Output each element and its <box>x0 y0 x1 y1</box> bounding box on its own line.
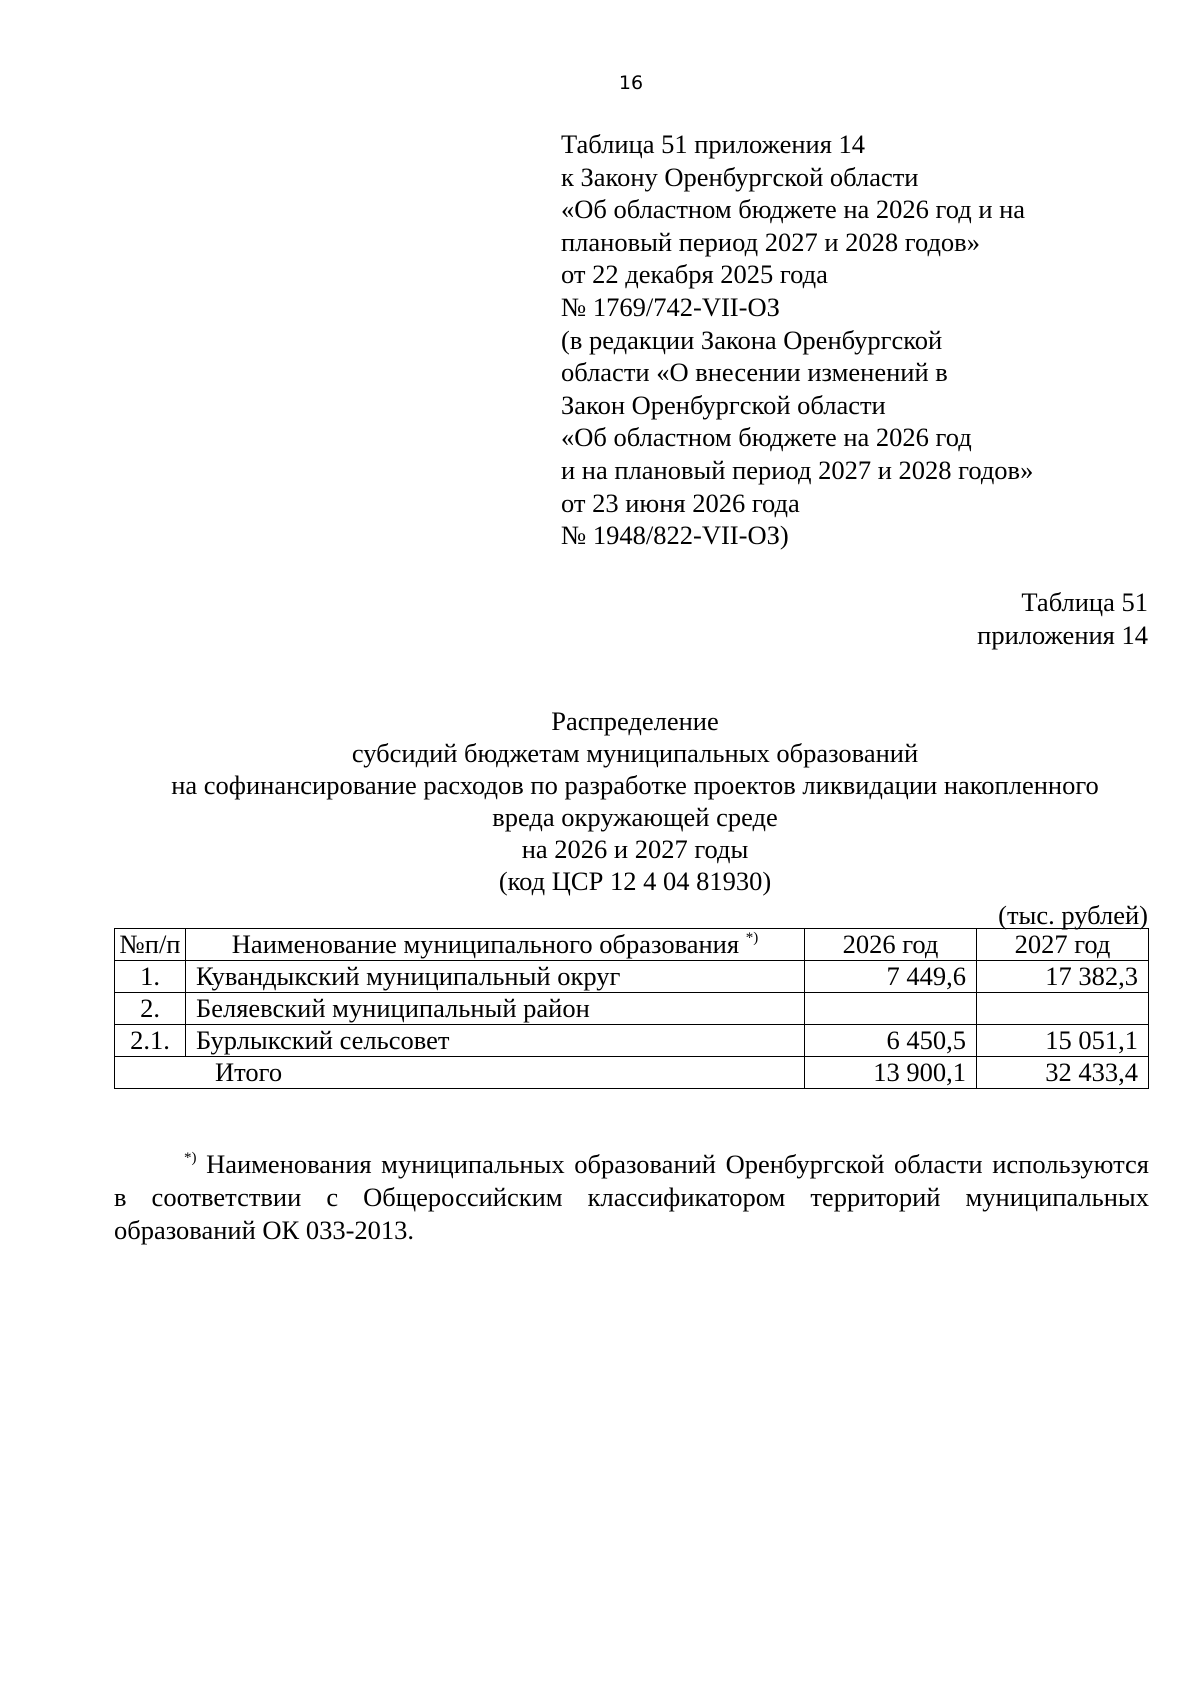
table-ref-line: Таблица 51 <box>1021 587 1148 617</box>
header-line: и на плановый период 2027 и 2028 годов» <box>561 454 1034 485</box>
total-value-2027: 32 433,4 <box>977 1057 1149 1089</box>
title-line: на софинансирование расходов по разработке проектов ликвидации накопленного <box>171 770 1099 800</box>
header-line: Таблица 51 приложения 14 <box>561 129 866 159</box>
header-line: области «О внесении изменений в <box>561 357 948 388</box>
row-value-2026: 6 450,5 <box>805 1025 977 1057</box>
footnote-text: Наименования муниципальных образований Оренбургской области используются в соответствии с Общероссийским классификатором территорий муниципальных образований ОК 033-2013. <box>114 1149 1149 1245</box>
units-label: (тыс. рублей) <box>998 900 1148 930</box>
footnote-marker: *) <box>184 1150 197 1166</box>
table-row <box>115 993 1149 1025</box>
row-value-2026: 7 449,6 <box>805 961 977 993</box>
document-title <box>115 705 1155 897</box>
total-value-2026: 13 900,1 <box>805 1057 977 1089</box>
footnote <box>114 1148 1149 1247</box>
table-ref-line: приложения 14 <box>977 619 1148 650</box>
title-line: вреда окружающей среде <box>492 802 778 832</box>
header-line: № 1769/742-VII-ОЗ <box>561 291 780 322</box>
footnote-ref-mark: *) <box>745 930 759 946</box>
row-value-2027 <box>977 993 1149 1025</box>
title-line: (код ЦСР 12 4 04 81930) <box>498 866 772 896</box>
header-line: № 1948/822-VII-ОЗ) <box>561 520 789 551</box>
table-total-row <box>115 1057 1149 1089</box>
header-line: Закон Оренбургской области <box>561 389 886 420</box>
title-line: субсидий бюджетам муниципальных образований <box>351 738 919 768</box>
header-line: от 22 декабря 2025 года <box>561 259 828 290</box>
row-name: Бурлыкский сельсовет <box>186 1025 805 1057</box>
row-value-2027: 15 051,1 <box>977 1025 1149 1057</box>
header-line: «Об областном бюджете на 2026 год и на <box>561 194 1026 225</box>
row-name: Беляевский муниципальный район <box>186 993 805 1025</box>
header-2026: 2026 год <box>805 929 977 961</box>
header-name <box>186 929 805 961</box>
row-value-2027: 17 382,3 <box>977 961 1149 993</box>
row-value-2026 <box>805 993 977 1025</box>
row-num: 2. <box>115 993 186 1025</box>
header-2027: 2027 год <box>977 929 1149 961</box>
total-label: Итого <box>115 1057 805 1089</box>
header-num: №п/п <box>115 929 186 961</box>
header-name-text: Наименование муниципального образования <box>231 929 740 959</box>
header-line: (в редакции Закона Оренбургской <box>561 324 943 355</box>
subsidy-table <box>114 928 1149 1089</box>
title-line: Распределение <box>551 706 719 736</box>
title-line: на 2026 и 2027 годы <box>521 834 749 864</box>
row-name: Кувандыкский муниципальный округ <box>186 961 805 993</box>
row-num: 1. <box>115 961 186 993</box>
header-line: к Закону Оренбургской области <box>561 161 919 192</box>
table-row <box>115 961 1149 993</box>
table-reference <box>977 586 1148 651</box>
law-reference-header <box>561 128 1161 552</box>
table-header-row <box>115 929 1149 961</box>
page-number: 16 <box>618 72 644 94</box>
row-num: 2.1. <box>115 1025 186 1057</box>
header-line: плановый период 2027 и 2028 годов» <box>561 226 980 257</box>
table-row <box>115 1025 1149 1057</box>
header-line: «Об областном бюджете на 2026 год <box>561 422 972 453</box>
header-line: от 23 июня 2026 года <box>561 487 800 518</box>
